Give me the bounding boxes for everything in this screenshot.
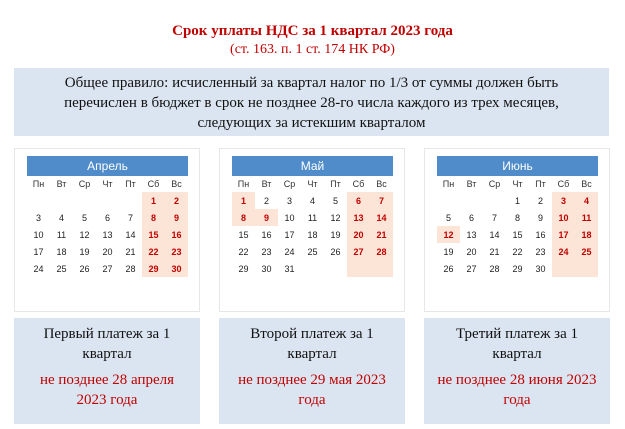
month-header: Июнь	[437, 156, 598, 176]
day-cell: 10	[284, 212, 295, 223]
weekday-label: Ср	[78, 179, 91, 189]
day-cell: 30	[535, 263, 546, 274]
weekday-label: Вс	[376, 179, 387, 189]
calendar-june	[424, 148, 610, 312]
day-cell: 13	[466, 229, 477, 240]
day-cell: 18	[575, 226, 598, 243]
weekday-label: Вт	[261, 179, 272, 189]
day-cell: 13	[347, 209, 370, 226]
day-cell: 2	[537, 195, 543, 206]
week-row	[437, 209, 598, 226]
day-cell: 24	[284, 246, 295, 257]
day-cell: 20	[102, 246, 113, 257]
calendar-may	[219, 148, 405, 312]
day-cell: 12	[79, 229, 90, 240]
weekday-label: Сб	[352, 179, 365, 189]
day-cell: 7	[127, 212, 133, 223]
day-cell	[347, 260, 370, 277]
payment-label: Третий платеж за 1 квартал	[455, 326, 579, 362]
week-row	[232, 192, 393, 209]
day-cell: 15	[512, 229, 523, 240]
day-cell: 19	[330, 229, 341, 240]
weekday-label: Пт	[125, 179, 136, 189]
day-cell	[301, 260, 324, 277]
day-cell	[437, 192, 460, 209]
day-cell: 27	[347, 243, 370, 260]
day-cell: 26	[79, 263, 90, 274]
weekday-row	[232, 176, 393, 192]
week-row	[232, 226, 393, 243]
day-cell: 1	[232, 192, 255, 209]
weekday-label: Вт	[56, 179, 67, 189]
page-subtitle: (ст. 163. п. 1 ст. 174 НК РФ)	[230, 42, 395, 57]
day-cell: 24	[552, 243, 575, 260]
payment-deadline: не позднее 29 мая 2023 года	[238, 372, 386, 408]
day-cell	[96, 192, 119, 209]
day-cell: 25	[307, 246, 318, 257]
day-cell: 22	[142, 243, 165, 260]
day-cell: 16	[535, 229, 546, 240]
day-cell: 27	[102, 263, 113, 274]
payment-box-first	[14, 318, 200, 424]
day-cell: 20	[466, 246, 477, 257]
day-cell: 3	[35, 212, 41, 223]
day-cell: 12	[330, 212, 341, 223]
day-cell: 17	[33, 246, 44, 257]
week-row	[232, 243, 393, 260]
day-cell: 29	[142, 260, 165, 277]
day-cell	[73, 192, 96, 209]
day-cell: 9	[255, 209, 278, 226]
day-cell: 13	[102, 229, 113, 240]
general-rule-box: Общее правило: исчисленный за квартал налог по 1/3 от суммы должен быть перечислен в бюджет в срок не позднее 28-го числа каждого из трех месяцев, следующих за истекшим кварталом	[14, 68, 609, 136]
day-cell: 31	[284, 263, 295, 274]
day-cell: 21	[125, 246, 136, 257]
day-cell: 28	[370, 243, 393, 260]
day-cell: 27	[466, 263, 477, 274]
weekday-label: Пн	[237, 179, 250, 189]
day-cell: 12	[437, 226, 460, 243]
weekday-label: Чт	[102, 179, 113, 189]
week-row	[27, 226, 188, 243]
day-cell: 9	[537, 212, 543, 223]
weekday-label: Пн	[442, 179, 455, 189]
day-cell: 5	[332, 195, 338, 206]
weekday-label: Сб	[147, 179, 160, 189]
weekday-label: Чт	[512, 179, 523, 189]
day-cell: 6	[347, 192, 370, 209]
week-row	[27, 209, 188, 226]
day-cell: 7	[370, 192, 393, 209]
day-cell: 2	[165, 192, 188, 209]
day-cell: 15	[238, 229, 249, 240]
weekday-label: Вт	[466, 179, 477, 189]
day-cell: 16	[165, 226, 188, 243]
weekday-label: Вс	[171, 179, 182, 189]
weekday-row	[27, 176, 188, 192]
payment-deadline: не позднее 28 июня 2023 года	[437, 372, 597, 408]
payment-label: Первый платеж за 1 квартал	[43, 326, 171, 362]
month-header: Апрель	[27, 156, 188, 176]
day-cell: 5	[81, 212, 87, 223]
day-cell: 9	[165, 209, 188, 226]
day-cell: 16	[261, 229, 272, 240]
day-cell: 26	[330, 246, 341, 257]
day-cell	[324, 260, 347, 277]
weekday-label: Чт	[307, 179, 318, 189]
day-cell: 30	[165, 260, 188, 277]
day-cell: 4	[309, 195, 315, 206]
day-cell: 14	[125, 229, 136, 240]
days-table	[437, 176, 598, 277]
day-cell	[27, 192, 50, 209]
calendar-april	[14, 148, 200, 312]
day-cell: 4	[575, 192, 598, 209]
day-cell: 8	[232, 209, 255, 226]
day-cell: 8	[142, 209, 165, 226]
day-cell	[575, 260, 598, 277]
day-cell: 10	[33, 229, 44, 240]
day-cell: 28	[489, 263, 500, 274]
calendar-grid	[437, 156, 598, 277]
weekday-label: Вс	[581, 179, 592, 189]
day-cell: 18	[307, 229, 318, 240]
day-cell	[50, 192, 73, 209]
day-cell	[483, 192, 506, 209]
day-cell: 11	[56, 229, 67, 240]
day-cell	[370, 260, 393, 277]
day-cell: 11	[307, 212, 318, 223]
day-cell: 1	[514, 195, 520, 206]
day-cell: 17	[284, 229, 295, 240]
day-cell	[552, 260, 575, 277]
day-cell: 6	[104, 212, 110, 223]
month-header: Май	[232, 156, 393, 176]
day-cell: 18	[56, 246, 67, 257]
day-cell: 29	[238, 263, 249, 274]
week-row	[27, 243, 188, 260]
day-cell: 25	[56, 263, 67, 274]
days-table	[27, 176, 188, 277]
day-cell: 3	[286, 195, 292, 206]
day-cell: 23	[535, 246, 546, 257]
day-cell: 7	[491, 212, 497, 223]
weekday-label: Пн	[32, 179, 45, 189]
day-cell: 4	[58, 212, 64, 223]
day-cell: 8	[514, 212, 520, 223]
day-cell: 25	[575, 243, 598, 260]
day-cell: 21	[370, 226, 393, 243]
day-cell: 23	[261, 246, 272, 257]
week-row	[232, 209, 393, 226]
day-cell: 14	[370, 209, 393, 226]
day-cell: 21	[489, 246, 500, 257]
day-cell: 19	[79, 246, 90, 257]
day-cell: 19	[443, 246, 454, 257]
day-cell: 17	[552, 226, 575, 243]
day-cell: 6	[468, 212, 474, 223]
weekday-row	[437, 176, 598, 192]
day-cell: 29	[512, 263, 523, 274]
day-cell: 30	[261, 263, 272, 274]
day-cell: 1	[142, 192, 165, 209]
week-row	[437, 226, 598, 243]
week-row	[437, 243, 598, 260]
day-cell: 20	[347, 226, 370, 243]
payment-box-third	[424, 318, 610, 424]
day-cell: 11	[575, 209, 598, 226]
weekday-label: Пт	[535, 179, 546, 189]
weekday-label: Ср	[283, 179, 296, 189]
week-row	[437, 260, 598, 277]
week-row	[437, 192, 598, 209]
day-cell: 2	[263, 195, 269, 206]
weekday-label: Пт	[330, 179, 341, 189]
day-cell: 10	[552, 209, 575, 226]
week-row	[232, 260, 393, 277]
page-title: Срок уплаты НДС за 1 квартал 2023 года	[172, 23, 453, 39]
day-cell: 15	[142, 226, 165, 243]
day-cell	[119, 192, 142, 209]
payment-box-second	[219, 318, 405, 424]
day-cell: 23	[165, 243, 188, 260]
weekday-label: Сб	[557, 179, 570, 189]
week-row	[27, 260, 188, 277]
day-cell: 22	[512, 246, 523, 257]
day-cell: 26	[443, 263, 454, 274]
week-row	[27, 192, 188, 209]
day-cell	[460, 192, 483, 209]
payment-deadline: не позднее 28 апреля 2023 года	[39, 372, 175, 408]
calendar-grid	[232, 156, 393, 277]
day-cell: 22	[238, 246, 249, 257]
weekday-label: Ср	[488, 179, 501, 189]
day-cell: 24	[33, 263, 44, 274]
day-cell: 14	[489, 229, 500, 240]
days-table	[232, 176, 393, 277]
day-cell: 28	[125, 263, 136, 274]
payment-label: Второй платеж за 1 квартал	[250, 326, 374, 362]
day-cell: 3	[552, 192, 575, 209]
day-cell: 5	[445, 212, 451, 223]
calendar-grid	[27, 156, 188, 277]
